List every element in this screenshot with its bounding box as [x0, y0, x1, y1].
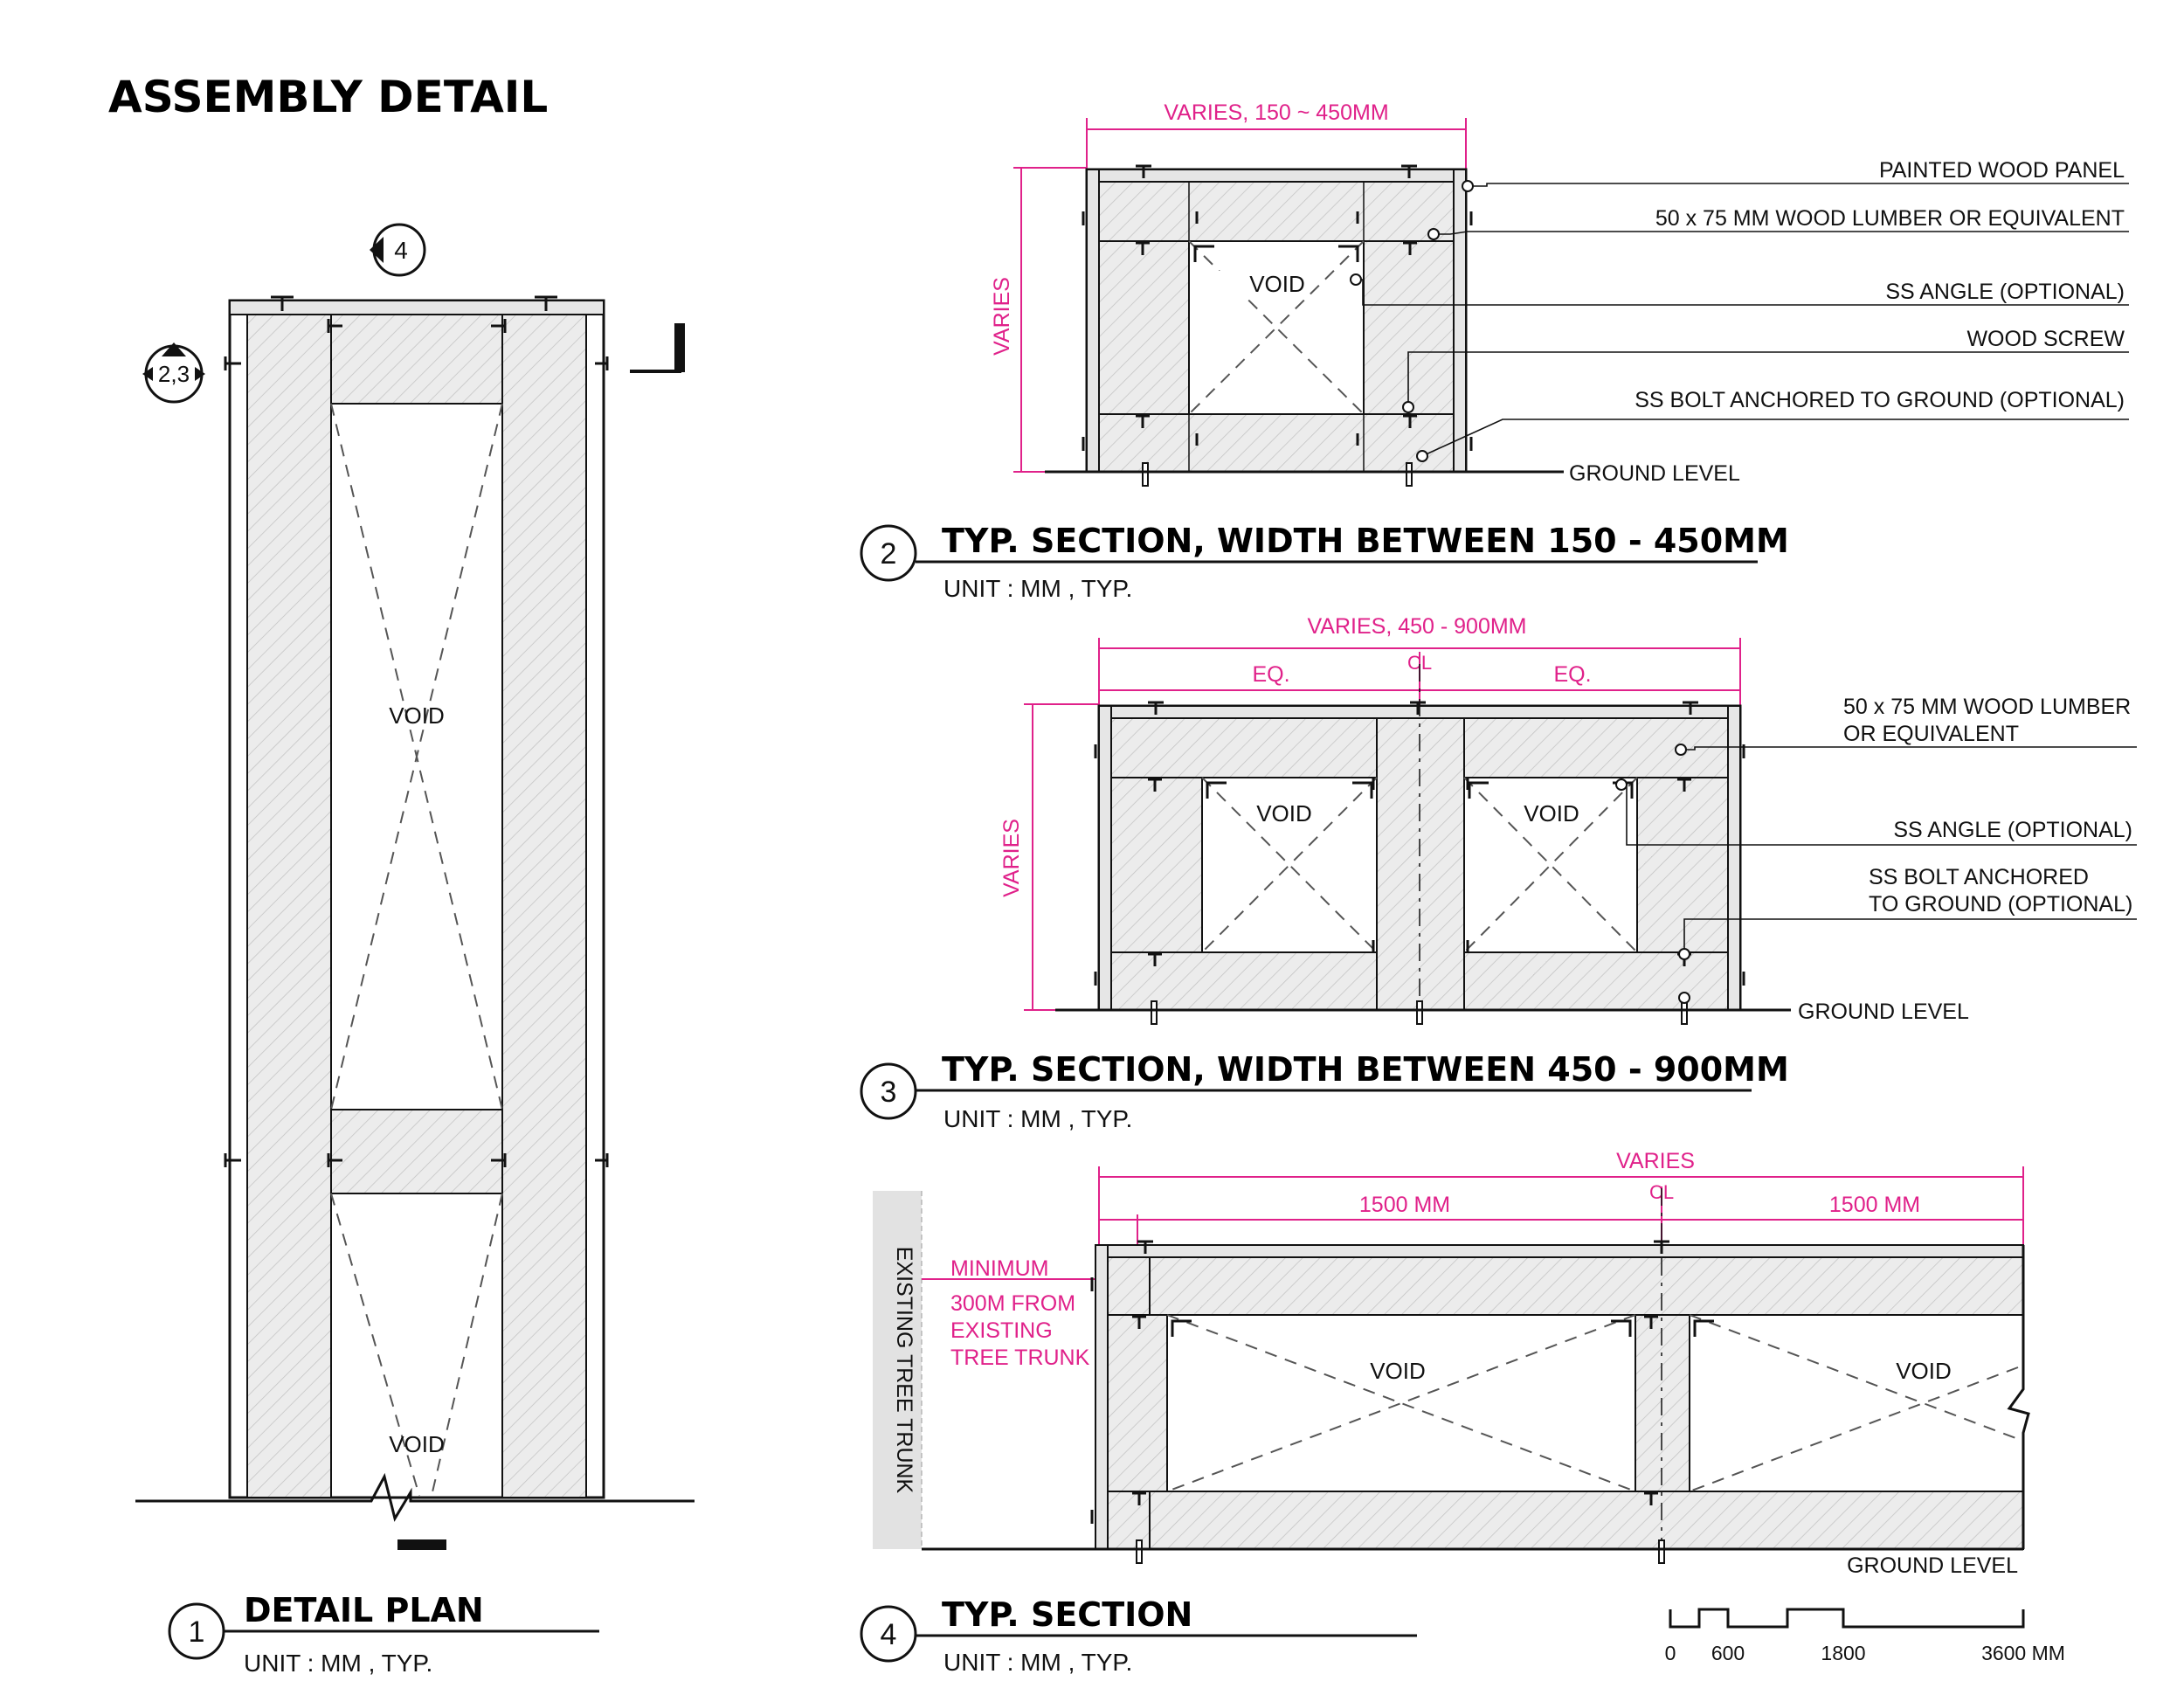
scale-label: 600 — [1711, 1642, 1745, 1664]
lumber-top — [1099, 182, 1454, 241]
scale-label: 1800 — [1821, 1642, 1866, 1664]
section-4 — [861, 1149, 2065, 1676]
drawing-number: 2 — [880, 537, 897, 571]
wood-panel — [1108, 1245, 2023, 1257]
plan-right-lumber — [502, 315, 586, 1498]
void-label: VOID — [1256, 800, 1312, 827]
page-title: ASSEMBLY DETAIL — [108, 72, 549, 122]
drawing-number: 4 — [880, 1618, 897, 1651]
ss-bolt — [1151, 1001, 1157, 1024]
centerline-label: CL — [1648, 1181, 1675, 1203]
wood-panel — [1454, 169, 1466, 472]
scale-bar — [1670, 1609, 2023, 1627]
ss-bolt — [1417, 1001, 1422, 1024]
ground-label: GROUND LEVEL — [1798, 1000, 1969, 1024]
section-3 — [861, 614, 2137, 1132]
drawing-title: TYP. SECTION — [942, 1595, 1193, 1634]
callout: SS BOLT ANCHORED TO GROUND (OPTIONAL) — [1635, 388, 2125, 412]
centerline-label: CL — [1406, 652, 1433, 674]
ss-bolt — [1659, 1540, 1664, 1563]
section-marker-label: 4 — [394, 237, 408, 264]
lumber-bottom — [1099, 414, 1454, 472]
section-2 — [861, 100, 2129, 602]
callout: PAINTED WOOD PANEL — [1878, 158, 2125, 183]
dim-height-label: VARIES — [999, 819, 1024, 897]
ss-bolt — [1406, 463, 1412, 486]
section-cut-marker — [674, 323, 685, 372]
drawing-number: 1 — [188, 1615, 205, 1649]
lumber-left — [1111, 778, 1202, 952]
callout: WOOD SCREW — [1966, 327, 2125, 351]
scale-label: 0 — [1664, 1642, 1676, 1664]
unit-note: UNIT : MM , TYP. — [943, 1105, 1133, 1132]
wood-panel — [1095, 1245, 1108, 1549]
callout: SS ANGLE (OPTIONAL) — [1885, 280, 2125, 304]
ss-bolt — [1682, 1001, 1687, 1024]
callout: 50 x 75 MM WOOD LUMBER OR EQUIVALENT — [1655, 206, 2125, 231]
ss-bolt — [1137, 1540, 1142, 1563]
tree-label: EXISTING TREE TRUNK — [892, 1246, 916, 1494]
detail-plan — [135, 225, 695, 1677]
lumber-top — [1150, 1257, 2023, 1315]
void-label: VOID — [1896, 1358, 1952, 1384]
dim-eq-label: EQ. — [1553, 662, 1592, 687]
ground-label: GROUND LEVEL — [1569, 461, 1740, 486]
drawing-title: TYP. SECTION, WIDTH BETWEEN 150 - 450MM — [942, 522, 1789, 560]
dim-right-label: 1500 MM — [1828, 1193, 1921, 1217]
drawing-title: DETAIL PLAN — [244, 1591, 484, 1629]
unit-note: UNIT : MM , TYP. — [943, 1649, 1133, 1676]
drawing-title: TYP. SECTION, WIDTH BETWEEN 450 - 900MM — [942, 1050, 1789, 1089]
section-cut-marker — [630, 323, 680, 371]
void-label: VOID — [389, 1431, 445, 1457]
wood-panel — [1728, 706, 1740, 1010]
unit-note: UNIT : MM , TYP. — [943, 575, 1133, 602]
lumber-center — [1635, 1315, 1690, 1491]
lumber-right — [1637, 778, 1728, 952]
callout: 50 x 75 MM WOOD LUMBER — [1843, 695, 2132, 719]
dim-eq-label: EQ. — [1252, 662, 1290, 687]
callout: OR EQUIVALENT — [1843, 722, 2019, 746]
min-note: EXISTING — [950, 1318, 1053, 1343]
dim-left-label: 1500 MM — [1358, 1193, 1451, 1217]
void-label: VOID — [1524, 800, 1579, 827]
min-note: TREE TRUNK — [950, 1346, 1090, 1370]
dim-width-label: VARIES, 150 ~ 450MM — [1164, 100, 1389, 125]
wood-panel — [1087, 169, 1099, 472]
void-label: VOID — [389, 702, 445, 729]
plan-mid-block — [331, 1110, 502, 1193]
void-label: VOID — [1249, 271, 1305, 297]
void-label: VOID — [1370, 1358, 1426, 1384]
ss-angle — [1172, 1321, 1714, 1337]
section-marker-label: 2,3 — [157, 361, 190, 387]
callout: TO GROUND (OPTIONAL) — [1869, 892, 2133, 917]
min-note: MINIMUM — [950, 1256, 1049, 1281]
plan-top-panel — [230, 301, 604, 315]
min-note: 300M FROM — [950, 1291, 1076, 1316]
lumber-left — [1108, 1315, 1167, 1491]
plan-left-lumber — [247, 315, 331, 1498]
ground-label: GROUND LEVEL — [1847, 1553, 2018, 1578]
lumber-center — [1377, 718, 1464, 1010]
callout: SS BOLT ANCHORED — [1869, 865, 2089, 889]
lumber-left — [1099, 241, 1189, 414]
drawing-number: 3 — [880, 1076, 897, 1109]
dim-total-label: VARIES — [1616, 1149, 1695, 1173]
unit-note: UNIT : MM , TYP. — [244, 1650, 433, 1677]
callout: SS ANGLE (OPTIONAL) — [1893, 818, 2132, 842]
wood-panel — [1099, 706, 1111, 1010]
dim-height-label: VARIES — [990, 277, 1014, 356]
ss-bolt — [1143, 463, 1148, 486]
dim-width-label: VARIES, 450 - 900MM — [1307, 614, 1527, 639]
plan-top-block — [331, 315, 502, 404]
void-cross — [1167, 1315, 2018, 1491]
plan-section-marker-bottom — [397, 1539, 446, 1550]
lumber-bottom — [1150, 1491, 2023, 1549]
scale-label: 3600 MM — [1981, 1642, 2065, 1664]
